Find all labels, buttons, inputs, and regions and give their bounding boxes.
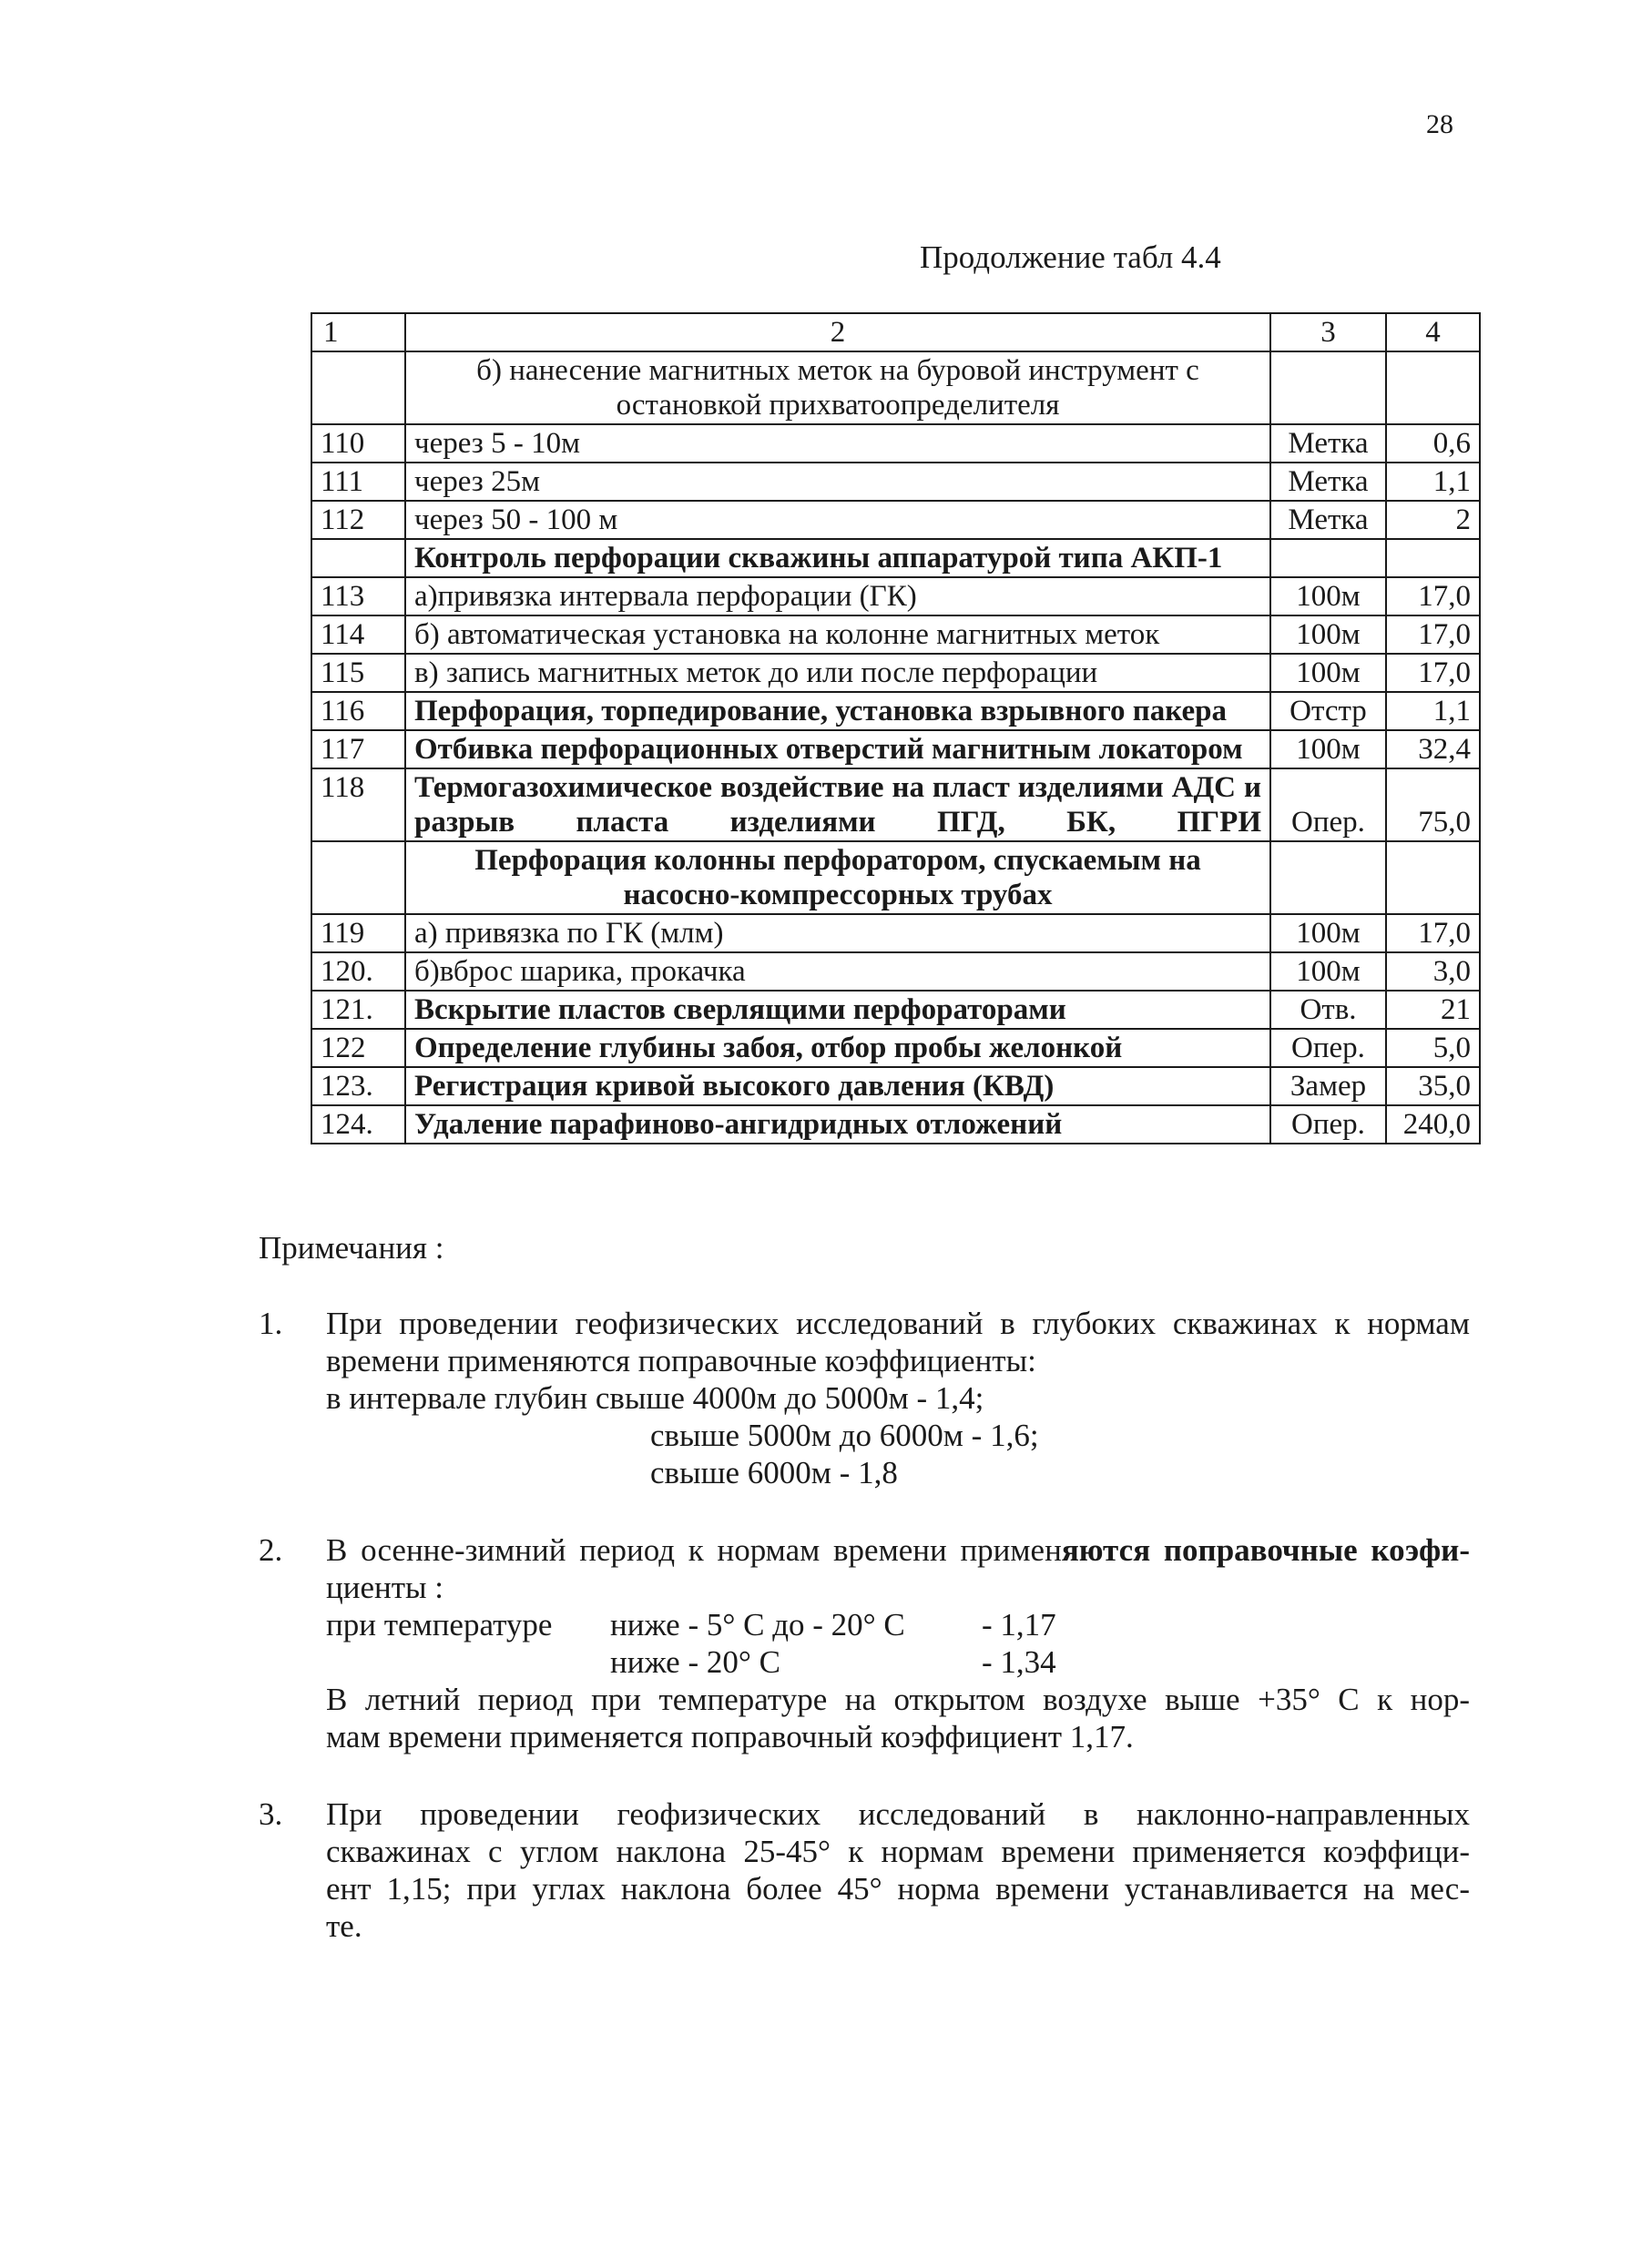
- row-norm-cell: 0,6: [1386, 424, 1480, 463]
- table-row: [311, 1105, 1480, 1144]
- table-row: [311, 1067, 1480, 1105]
- table-row: [311, 991, 1480, 1029]
- header-cell: 2: [405, 313, 1270, 351]
- note-line: циенты :: [326, 1570, 444, 1605]
- row-number-cell: 114: [311, 615, 405, 654]
- temperature-label: при температуре: [326, 1607, 553, 1643]
- row-description-cell: Удаление парафиново-ангидридных отложений: [405, 1105, 1270, 1144]
- header-cell: 4: [1386, 313, 1480, 351]
- row-norm-cell: 1,1: [1386, 692, 1480, 730]
- row-number-cell: 116: [311, 692, 405, 730]
- table-row: [311, 539, 1480, 577]
- table-row: [311, 768, 1480, 841]
- row-number-cell: 124.: [311, 1105, 405, 1144]
- row-unit-cell: 100м: [1270, 952, 1386, 991]
- row-description-cell: через 50 - 100 м: [405, 501, 1270, 539]
- row-description-cell: Перфорация, торпедирование, установка взрывного пакера: [405, 692, 1270, 730]
- row-unit-cell: 100м: [1270, 577, 1386, 615]
- temperature-range: ниже - 20° С: [610, 1644, 780, 1680]
- notes-section: [259, 1229, 1470, 1985]
- note-2: [259, 1531, 1470, 1755]
- table-caption: Продолжение табл 4.4: [920, 239, 1221, 275]
- row-description-cell: Перфорация колонны перфоратором, спускаемым на насосно-компрессорных трубах: [405, 841, 1270, 914]
- row-unit-cell: Опер.: [1270, 1029, 1386, 1067]
- table-row: [311, 424, 1480, 463]
- row-norm-cell: 32,4: [1386, 730, 1480, 768]
- note-line: При проведении геофизических исследований в глубоких скважинах к нормам: [326, 1306, 1470, 1341]
- header-cell: 3: [1270, 313, 1386, 351]
- row-number-cell: 123.: [311, 1067, 405, 1105]
- row-number-cell: 121.: [311, 991, 405, 1029]
- row-unit-cell: Отв.: [1270, 991, 1386, 1029]
- row-description-cell: Вскрытие пластов сверлящими перфораторами: [405, 991, 1270, 1029]
- temperature-row: [326, 1606, 1470, 1643]
- row-norm-cell: 17,0: [1386, 615, 1480, 654]
- row-description-cell: через 25м: [405, 463, 1270, 501]
- row-unit-cell: Метка: [1270, 463, 1386, 501]
- table-row: [311, 841, 1480, 914]
- row-description-cell: а) привязка по ГК (млм): [405, 914, 1270, 952]
- note-line: те.: [326, 1908, 362, 1944]
- row-unit-cell: Отстр: [1270, 692, 1386, 730]
- row-norm-cell: 21: [1386, 991, 1480, 1029]
- note-number: 3.: [259, 1796, 283, 1832]
- temperature-row: [326, 1643, 1470, 1681]
- row-norm-cell: [1386, 539, 1480, 577]
- row-unit-cell: [1270, 539, 1386, 577]
- note-text: В осенне-зимний период к нормам времени примен: [326, 1532, 1062, 1568]
- row-description-cell: через 5 - 10м: [405, 424, 1270, 463]
- row-description-cell: б)вброс шарика, прокачка: [405, 952, 1270, 991]
- note-line: При проведении геофизических исследований в наклонно-направленных: [326, 1796, 1470, 1832]
- note-number: 2.: [259, 1532, 283, 1568]
- note-line: времени применяются поправочные коэффициенты:: [326, 1343, 1036, 1378]
- table-row: [311, 351, 1480, 424]
- table-row: [311, 1029, 1480, 1067]
- row-description-cell: б) автоматическая установка на колонне магнитных меток: [405, 615, 1270, 654]
- note-1: [259, 1305, 1470, 1491]
- row-number-cell: 118: [311, 768, 405, 841]
- note-line: [326, 1531, 1470, 1569]
- note-line: ент 1,15; при углах наклона более 45° норма времени устанавливается на мес-: [326, 1871, 1470, 1907]
- row-norm-cell: [1386, 351, 1480, 424]
- note-number: 1.: [259, 1306, 283, 1341]
- row-unit-cell: [1270, 841, 1386, 914]
- temperature-range: ниже - 5° С до - 20° С: [610, 1607, 905, 1643]
- row-number-cell: 119: [311, 914, 405, 952]
- table-row: [311, 577, 1480, 615]
- table-row: [311, 730, 1480, 768]
- row-norm-cell: [1386, 841, 1480, 914]
- row-norm-cell: 35,0: [1386, 1067, 1480, 1105]
- note-line: мам времени применяется поправочный коэффициент 1,17.: [326, 1719, 1134, 1754]
- row-number-cell: [311, 841, 405, 914]
- row-number-cell: 111: [311, 463, 405, 501]
- row-norm-cell: 240,0: [1386, 1105, 1480, 1144]
- row-number-cell: 112: [311, 501, 405, 539]
- row-description-cell: в) запись магнитных меток до или после перфорации: [405, 654, 1270, 692]
- temperature-coef: - 1,34: [982, 1644, 1056, 1680]
- table-header-row: [311, 313, 1480, 351]
- row-number-cell: [311, 351, 405, 424]
- note-line: В летний период при температуре на открытом воздухе выше +35° С к нор-: [326, 1682, 1470, 1717]
- page-number: 28: [1426, 109, 1453, 139]
- row-unit-cell: 100м: [1270, 914, 1386, 952]
- table-row: [311, 615, 1480, 654]
- row-number-cell: 110: [311, 424, 405, 463]
- note-text-bold: яются поправочные коэфи-: [1061, 1532, 1471, 1568]
- note-line: свыше 5000м до 6000м - 1,6;: [650, 1418, 1039, 1453]
- note-line: скважинах с углом наклона 25-45° к нормам времени применяется коэффици-: [326, 1834, 1470, 1869]
- row-unit-cell: Опер.: [1270, 768, 1386, 841]
- row-norm-cell: 17,0: [1386, 577, 1480, 615]
- note-line: в интервале глубин свыше 4000м до 5000м - 1,4;: [326, 1380, 984, 1416]
- row-norm-cell: 17,0: [1386, 914, 1480, 952]
- row-norm-cell: 5,0: [1386, 1029, 1480, 1067]
- notes-title: Примечания :: [259, 1230, 444, 1266]
- norms-table: [311, 312, 1479, 1144]
- row-description-cell: б) нанесение магнитных меток на буровой инструмент с остановкой прихватоопределителя: [405, 351, 1270, 424]
- row-number-cell: [311, 539, 405, 577]
- row-unit-cell: 100м: [1270, 654, 1386, 692]
- row-number-cell: 122: [311, 1029, 405, 1067]
- header-cell: 1: [311, 313, 405, 351]
- row-norm-cell: 2: [1386, 501, 1480, 539]
- row-unit-cell: 100м: [1270, 730, 1386, 768]
- note-3: [259, 1795, 1470, 1945]
- note-line: свыше 6000м - 1,8: [650, 1455, 898, 1490]
- table-row: [311, 692, 1480, 730]
- table-row: [311, 463, 1480, 501]
- row-description-cell: Определение глубины забоя, отбор пробы желонкой: [405, 1029, 1270, 1067]
- row-number-cell: 120.: [311, 952, 405, 991]
- row-unit-cell: Замер: [1270, 1067, 1386, 1105]
- row-norm-cell: 75,0: [1386, 768, 1480, 841]
- row-unit-cell: Метка: [1270, 424, 1386, 463]
- row-unit-cell: Опер.: [1270, 1105, 1386, 1144]
- table-row: [311, 654, 1480, 692]
- row-unit-cell: [1270, 351, 1386, 424]
- row-description-cell: Отбивка перфорационных отверстий магнитным локатором: [405, 730, 1270, 768]
- row-norm-cell: 17,0: [1386, 654, 1480, 692]
- row-description-cell: Регистрация кривой высокого давления (КВД): [405, 1067, 1270, 1105]
- row-description-cell: Термогазохимическое воздействие на пласт изделиями АДС и разрыв пласта изделиями ПГД, БК, ПГРИ: [405, 768, 1270, 841]
- table-row: [311, 914, 1480, 952]
- temperature-coef: - 1,17: [982, 1607, 1056, 1643]
- row-norm-cell: 3,0: [1386, 952, 1480, 991]
- table-row: [311, 501, 1480, 539]
- row-number-cell: 113: [311, 577, 405, 615]
- row-unit-cell: 100м: [1270, 615, 1386, 654]
- row-unit-cell: Метка: [1270, 501, 1386, 539]
- table-row: [311, 952, 1480, 991]
- row-number-cell: 115: [311, 654, 405, 692]
- row-norm-cell: 1,1: [1386, 463, 1480, 501]
- row-description-cell: а)привязка интервала перфорации (ГК): [405, 577, 1270, 615]
- row-number-cell: 117: [311, 730, 405, 768]
- row-description-cell: Контроль перфорации скважины аппаратурой типа АКП-1: [405, 539, 1270, 577]
